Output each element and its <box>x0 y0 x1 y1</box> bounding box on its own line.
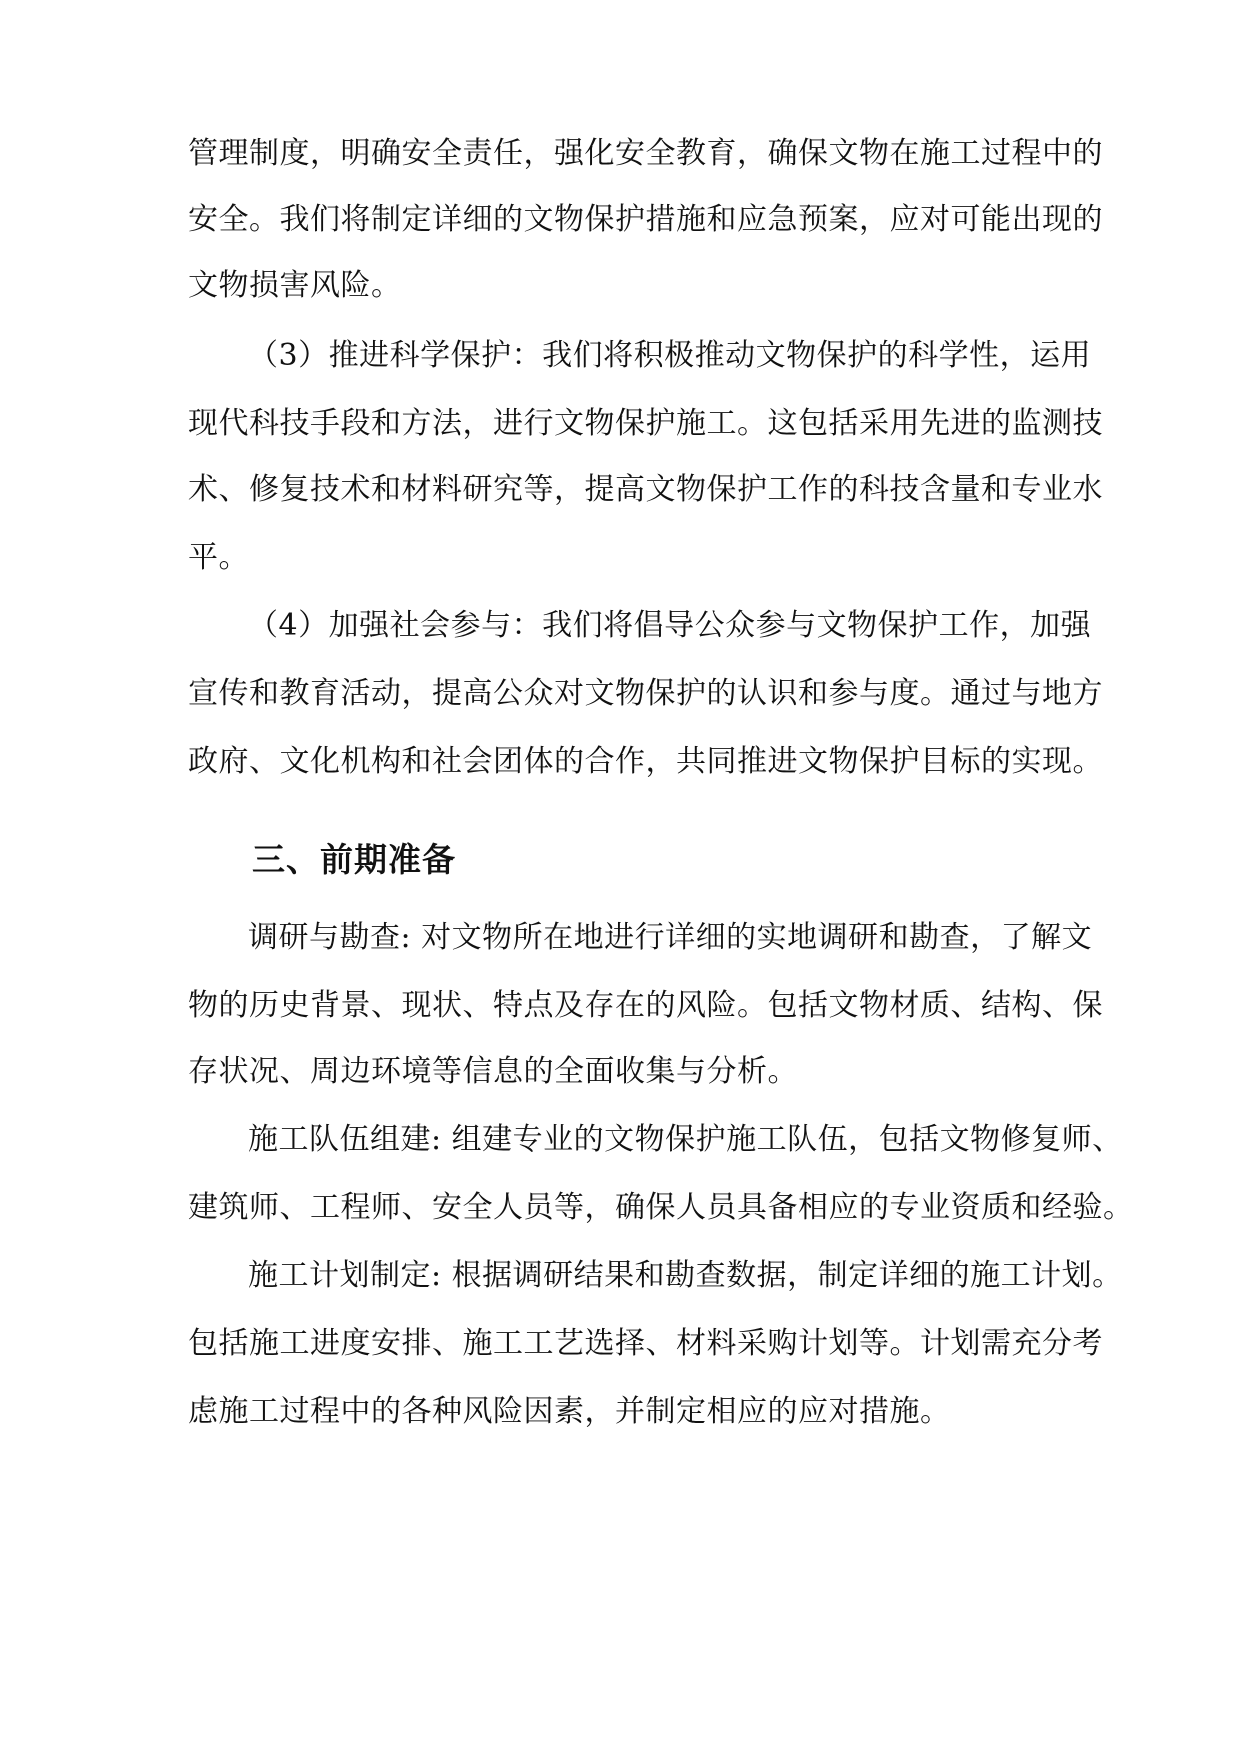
paragraph-line: 平。 <box>188 540 249 575</box>
paragraph-line: 调研与勘查: 对文物所在地进行详细的实地调研和勘查，了解文 <box>248 920 1093 955</box>
paragraph-line: 政府、文化机构和社会团体的合作，共同推进文物保护目标的实现。 <box>188 744 1103 779</box>
paragraph-line: 物的历史背景、现状、特点及存在的风险。包括文物材质、结构、保 <box>188 988 1103 1023</box>
paragraph-line: 文物损害风险。 <box>188 268 402 303</box>
paragraph-line: 宣传和教育活动，提高公众对文物保护的认识和参与度。通过与地方 <box>188 676 1103 711</box>
paragraph-line: 管理制度，明确安全责任，强化安全教育，确保文物在施工过程中的 <box>188 136 1103 171</box>
paragraph-line: 现代科技手段和方法，进行文物保护施工。这包括采用先进的监测技 <box>188 406 1103 441</box>
paragraph-line: 术、修复技术和材料研究等，提高文物保护工作的科技含量和专业水 <box>188 472 1103 507</box>
paragraph-line: 包括施工进度安排、施工工艺选择、材料采购计划等。计划需充分考 <box>188 1326 1103 1361</box>
paragraph-line: 施工队伍组建: 组建专业的文物保护施工队伍，包括文物修复师、 <box>248 1122 1123 1157</box>
paragraph-line: 安全。我们将制定详细的文物保护措施和应急预案，应对可能出现的 <box>188 202 1103 237</box>
paragraph-line: （4）加强社会参与：我们将倡导公众参与文物保护工作，加强 <box>248 608 1092 643</box>
paragraph-line: 存状况、周边环境等信息的全面收集与分析。 <box>188 1054 798 1089</box>
paragraph-line: 建筑师、工程师、安全人员等，确保人员具备相应的专业资质和经验。 <box>188 1190 1134 1225</box>
section-heading: 三、前期准备 <box>252 840 456 879</box>
paragraph-line: （3）推进科学保护：我们将积极推动文物保护的科学性，运用 <box>248 338 1092 373</box>
paragraph-line: 施工计划制定: 根据调研结果和勘查数据，制定详细的施工计划。 <box>248 1258 1123 1293</box>
paragraph-line: 虑施工过程中的各种风险因素，并制定相应的应对措施。 <box>188 1394 951 1429</box>
